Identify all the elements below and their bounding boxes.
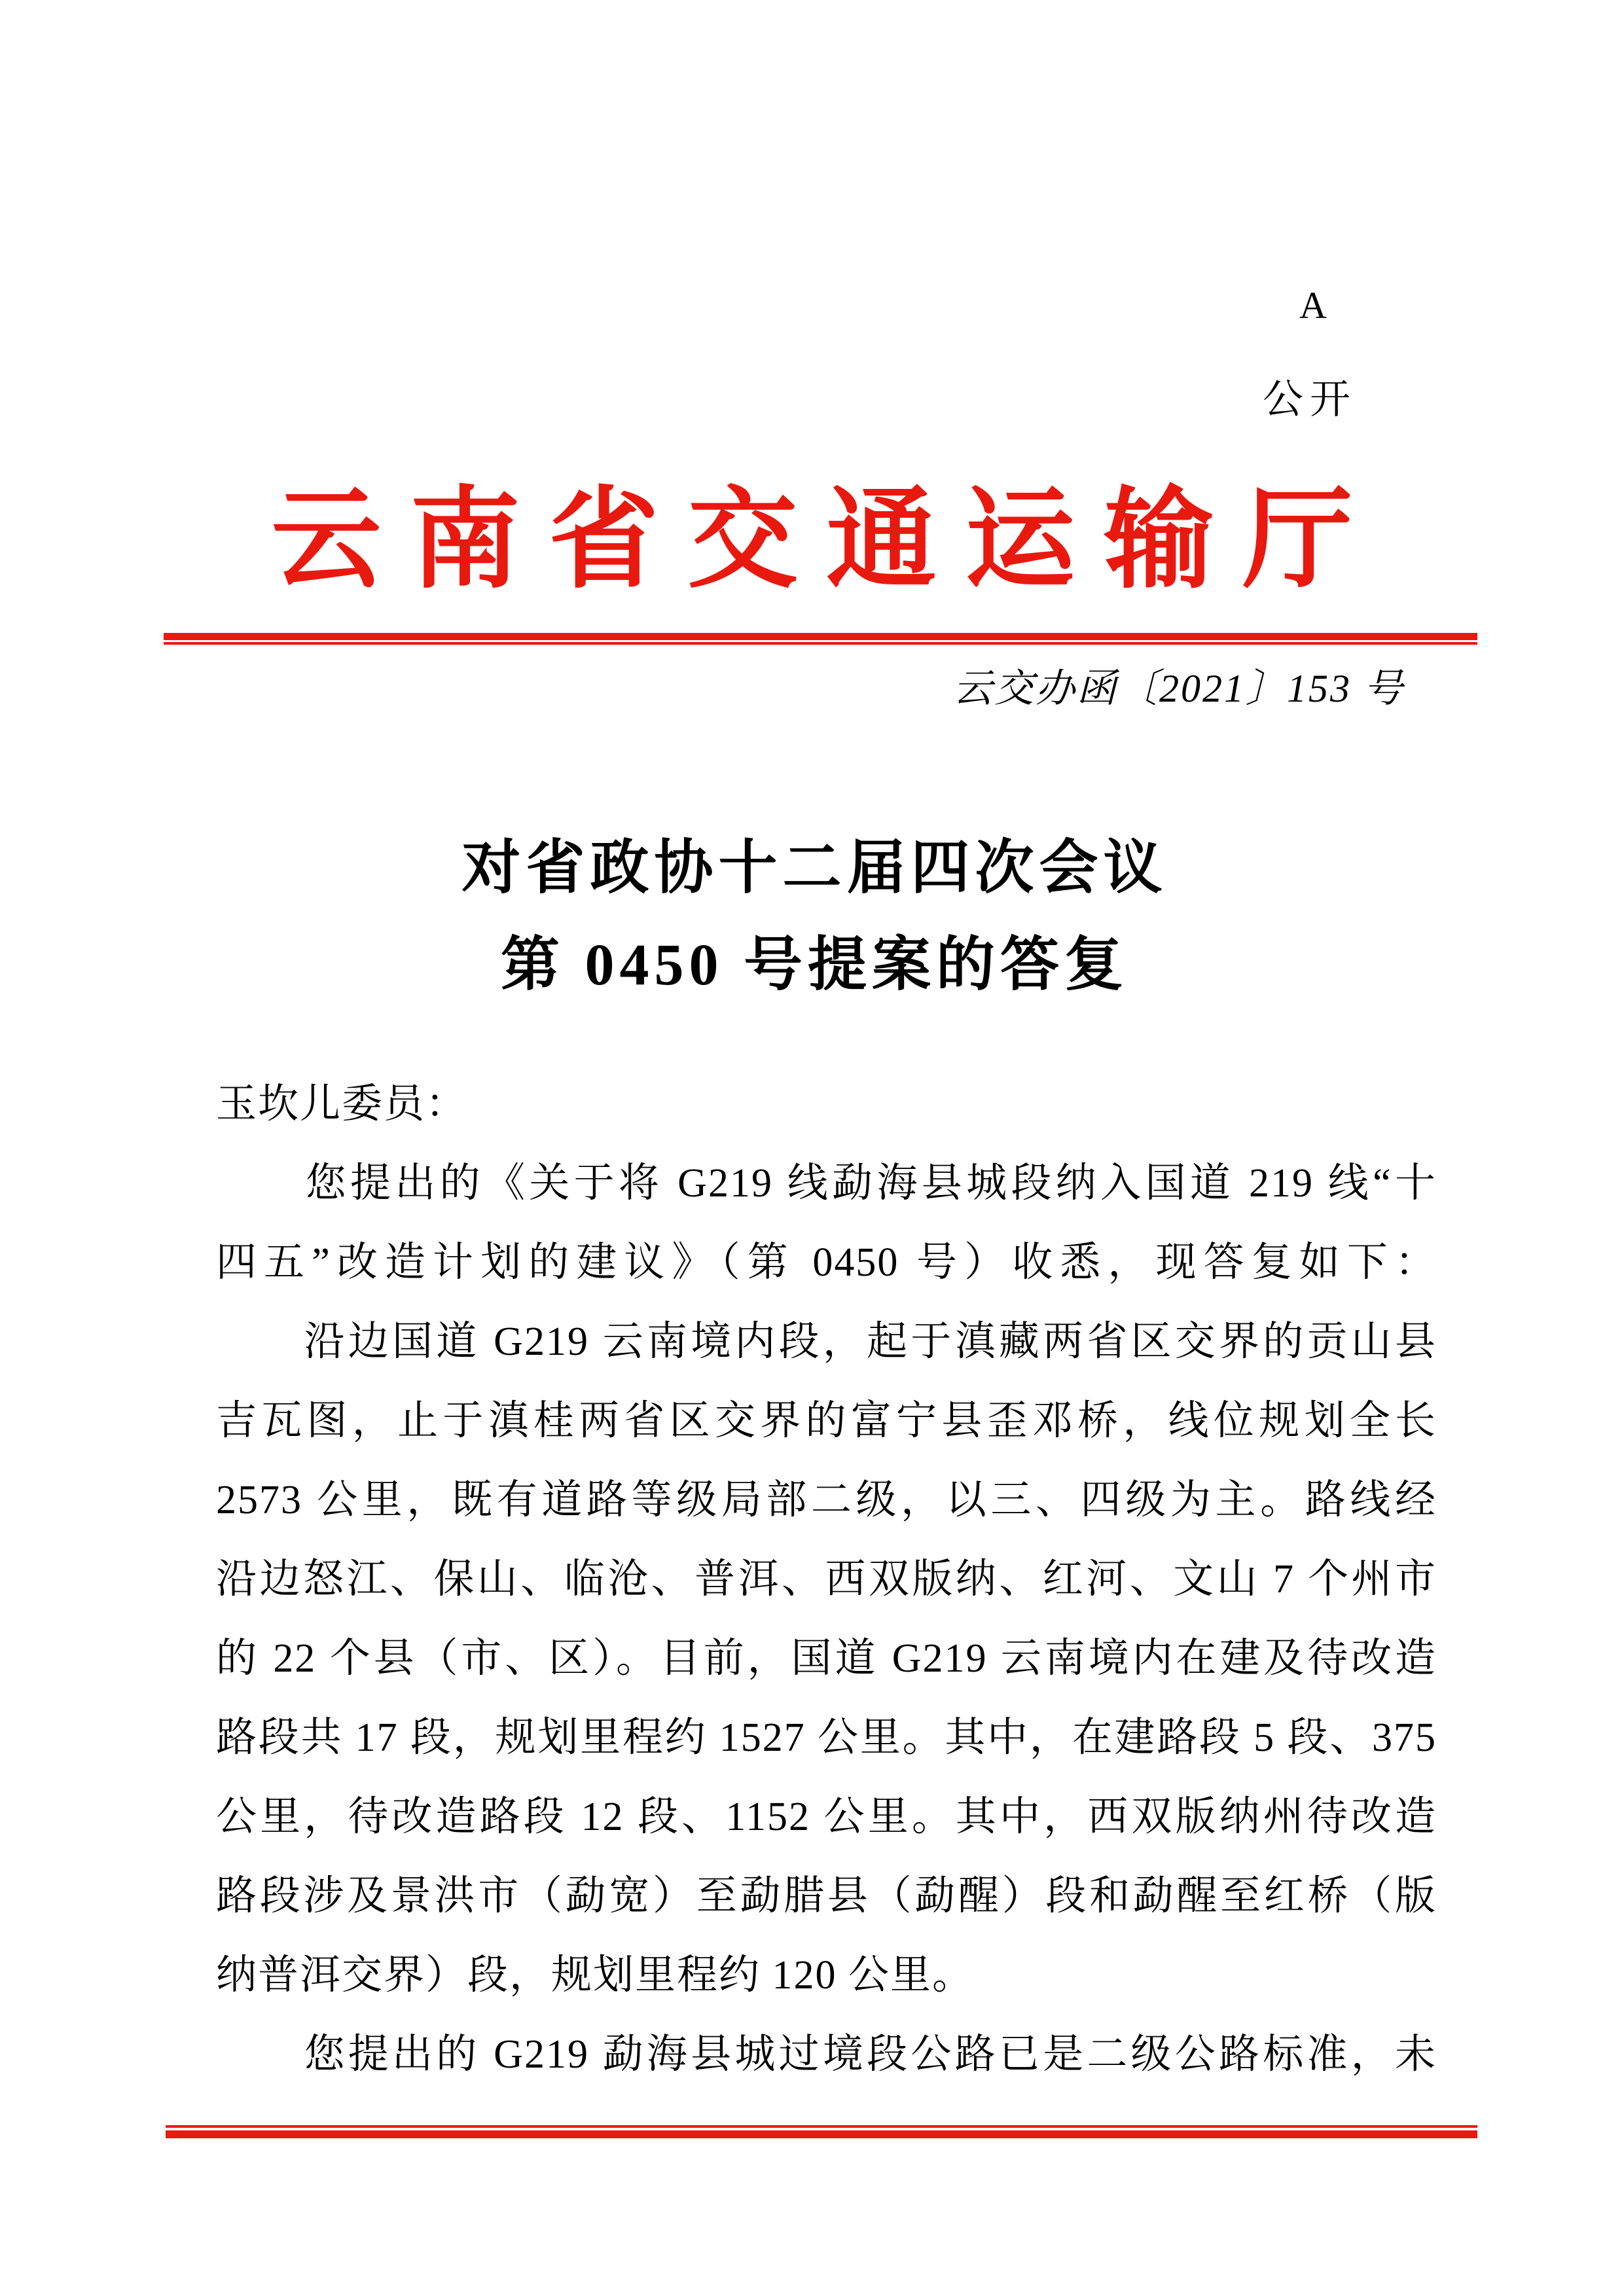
body-line-3: 四五”改造计划的建议》（第 0450 号）收悉，现答复如下： <box>216 1240 1437 1285</box>
body-line-11: 路段涉及景洪市（勐宽）至勐腊县（勐醒）段和勐醒至红桥（版 <box>216 1874 1437 1918</box>
body-line-10: 公里，待改造路段 12 段、1152 公里。其中，西双版纳州待改造 <box>216 1795 1437 1839</box>
body-line-7: 沿边怒江、保山、临沧、普洱、西双版纳、红河、文山 7 个州市 <box>216 1557 1437 1602</box>
document-title <box>0 820 1624 1014</box>
body-line-2: 您提出的《关于将 G219 线勐海县城段纳入国道 219 线“十 <box>216 1161 1437 1206</box>
body-line-9: 路段共 17 段，规划里程约 1527 公里。其中，在建路段 5 段、375 <box>216 1715 1437 1760</box>
footer-divider-thin-bar <box>166 2125 1477 2128</box>
classification-mark: A <box>1299 284 1327 327</box>
visibility-mark: 公开 <box>1263 378 1358 422</box>
body-line-13: 您提出的 G219 勐海县城过境段公路已是二级公路标准，未 <box>216 2032 1437 2077</box>
body-line-8: 的 22 个县（市、区）。目前，国道 G219 云南境内在建及待改造 <box>216 1636 1437 1681</box>
body-line-12: 纳普洱交界）段，规划里程约 120 公里。 <box>216 1953 975 1998</box>
footer-divider-thick-bar <box>166 2130 1477 2138</box>
body-line-6: 2573 公里，既有道路等级局部二级，以三、四级为主。路线经 <box>216 1478 1437 1522</box>
header-divider-thin-bar <box>164 642 1477 645</box>
body-text <box>216 1065 1437 2094</box>
body-line-4: 沿边国道 G219 云南境内段，起于滇藏两省区交界的贡山县 <box>216 1319 1437 1364</box>
header-divider <box>164 633 1477 645</box>
body-line-1: 玉坎儿委员： <box>216 1082 468 1126</box>
document-number: 云交办函〔2021〕153 号 <box>953 667 1405 710</box>
footer-divider <box>166 2125 1477 2138</box>
document-title-line2: 第 0450 号提案的答复 <box>501 933 1128 997</box>
header-divider-thick-bar <box>164 633 1477 640</box>
document-title-line1: 对省政协十二届四次会议 <box>461 836 1168 901</box>
body-line-5: 吉瓦图，止于滇桂两省区交界的富宁县歪邓桥，线位规划全长 <box>216 1399 1437 1443</box>
agency-title: 云南省交通运输厅 <box>271 480 1382 601</box>
